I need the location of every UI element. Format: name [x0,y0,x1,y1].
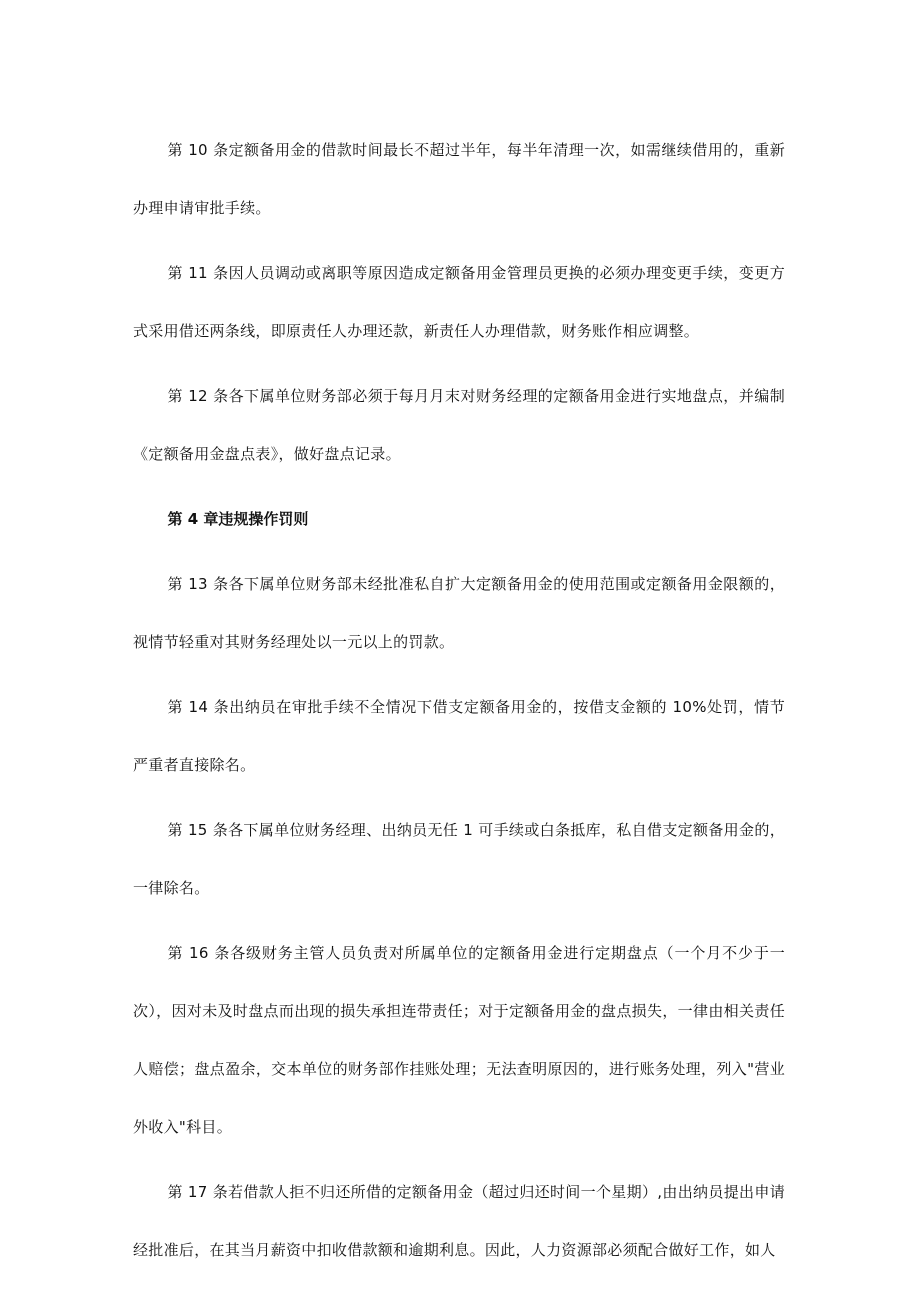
article-13-paragraph: 第 13 条各下属单位财务部未经批准私自扩大定额备用金的使用范围或定额备用金限额的，视情节轻重对其财务经理处以一元以上的罚款。 [133,575,785,651]
article-12-paragraph: 第 12 条各下属单位财务部必须于每月月末对财务经理的定额备用金进行实地盘点，并编制《定额备用金盘点表》，做好盘点记录。 [133,387,785,463]
article-15-paragraph: 第 15 条各下属单位财务经理、出纳员无任 1 可手续或白条抵库，私自借支定额备用金的，一律除名。 [133,821,785,897]
chapter-4-heading: 第 4 章违规操作罚则 [167,510,309,528]
article-16-paragraph: 第 16 条各级财务主管人员负责对所属单位的定额备用金进行定期盘点（一个月不少于一次），因对未及时盘点而出现的损失承担连带责任；对于定额备用金的盘点损失，一律由相关责任人赔偿；盘点盈余，交本单位的财务部作挂账处理；无法查明原因的，进行账务处理，列入"营业外收入"科目。 [133,944,785,1136]
article-11-paragraph: 第 11 条因人员调动或离职等原因造成定额备用金管理员更换的必须办理变更手续，变更方式采用借还两条线，即原责任人办理还款，新责任人办理借款，财务账作相应调整。 [133,264,785,340]
article-10-paragraph: 第 10 条定额备用金的借款时间最长不超过半年，每半年清理一次，如需继续借用的，重新办理申请审批手续。 [133,141,785,217]
article-14-paragraph: 第 14 条出纳员在审批手续不全情况下借支定额备用金的，按借支金额的 10%处罚，情节严重者直接除名。 [133,698,785,774]
article-17-paragraph: 第 17 条若借款人拒不归还所借的定额备用金（超过归还时间一个星期）,由出纳员提出申请经批准后，在其当月薪资中扣收借款额和逾期利息。因此，人力资源部必须配合做好工作，如人 [133,1183,785,1259]
